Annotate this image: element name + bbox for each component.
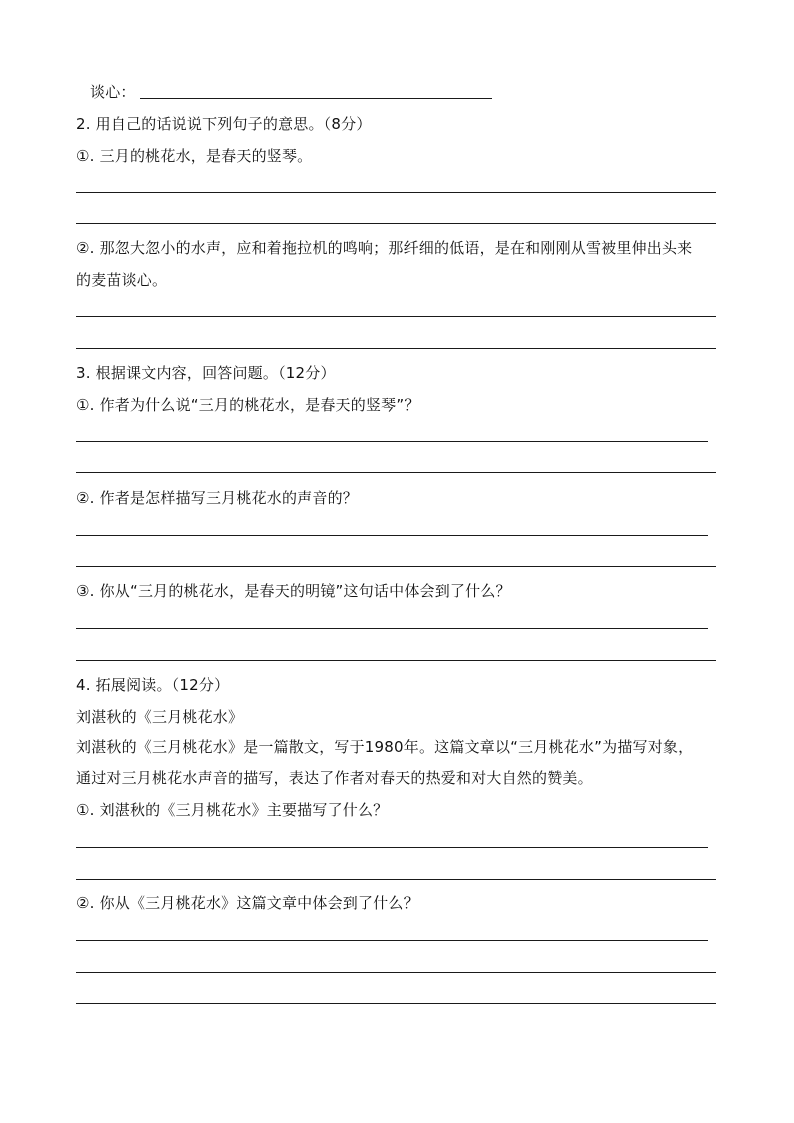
q2-item-1-answer-line-1[interactable] bbox=[76, 192, 716, 193]
q4-title: 4. 拓展阅读。（12分） bbox=[76, 676, 230, 694]
q2-title: 2. 用自己的话说说下列句子的意思。（8分） bbox=[76, 115, 372, 133]
q3-item-3: ③. 你从“三月的桃花水，是春天的明镜”这句话中体会到了什么？ bbox=[76, 582, 511, 600]
q2-item-1-answer-line-2[interactable] bbox=[76, 223, 716, 224]
q3-item-2-answer-line-1[interactable] bbox=[76, 535, 708, 536]
q2-item-2-line-2: 的麦苗谈心。 bbox=[76, 271, 168, 289]
q2-item-1: ①. 三月的桃花水，是春天的竖琴。 bbox=[76, 147, 313, 165]
q1-answer-line[interactable] bbox=[140, 98, 492, 99]
q4-item-1-answer-line-2[interactable] bbox=[76, 879, 716, 880]
q3-item-1: ①. 作者为什么说“三月的桃花水，是春天的竖琴”？ bbox=[76, 396, 420, 414]
q4-item-1: ①. 刘湛秋的《三月桃花水》主要描写了什么？ bbox=[76, 801, 389, 819]
q2-item-2-answer-line-1[interactable] bbox=[76, 316, 716, 317]
q3-item-1-answer-line-1[interactable] bbox=[76, 441, 708, 442]
q4-item-2-answer-line-1[interactable] bbox=[76, 940, 708, 941]
q2-item-2-line-1: ②. 那忽大忽小的水声，应和着拖拉机的鸣响；那纤细的低语，是在和刚刚从雪被里伸出头来 bbox=[76, 239, 693, 257]
q4-item-1-answer-line-1[interactable] bbox=[76, 847, 708, 848]
q2-item-2-answer-line-2[interactable] bbox=[76, 348, 716, 349]
q3-item-3-answer-line-1[interactable] bbox=[76, 628, 708, 629]
q4-passage-line-2: 通过对三月桃花水声音的描写，表达了作者对春天的热爱和对大自然的赞美。 bbox=[76, 769, 593, 787]
q4-item-2-answer-line-3[interactable] bbox=[76, 1003, 716, 1004]
q3-item-1-answer-line-2[interactable] bbox=[76, 472, 716, 473]
q3-item-2: ②. 作者是怎样描写三月桃花水的声音的？ bbox=[76, 489, 358, 507]
q3-item-2-answer-line-2[interactable] bbox=[76, 566, 716, 567]
q4-item-2: ②. 你从《三月桃花水》这篇文章中体会到了什么？ bbox=[76, 894, 419, 912]
q3-title: 3. 根据课文内容，回答问题。（12分） bbox=[76, 364, 336, 382]
q4-item-2-answer-line-2[interactable] bbox=[76, 972, 716, 973]
q3-item-3-answer-line-2[interactable] bbox=[76, 660, 716, 661]
q4-passage-line-1: 刘湛秋的《三月桃花水》是一篇散文，写于1980年。这篇文章以“三月桃花水”为描写对象， bbox=[76, 738, 694, 756]
q1-talk-label: 谈心： bbox=[90, 83, 136, 101]
q4-passage-title: 刘湛秋的《三月桃花水》 bbox=[76, 708, 244, 726]
